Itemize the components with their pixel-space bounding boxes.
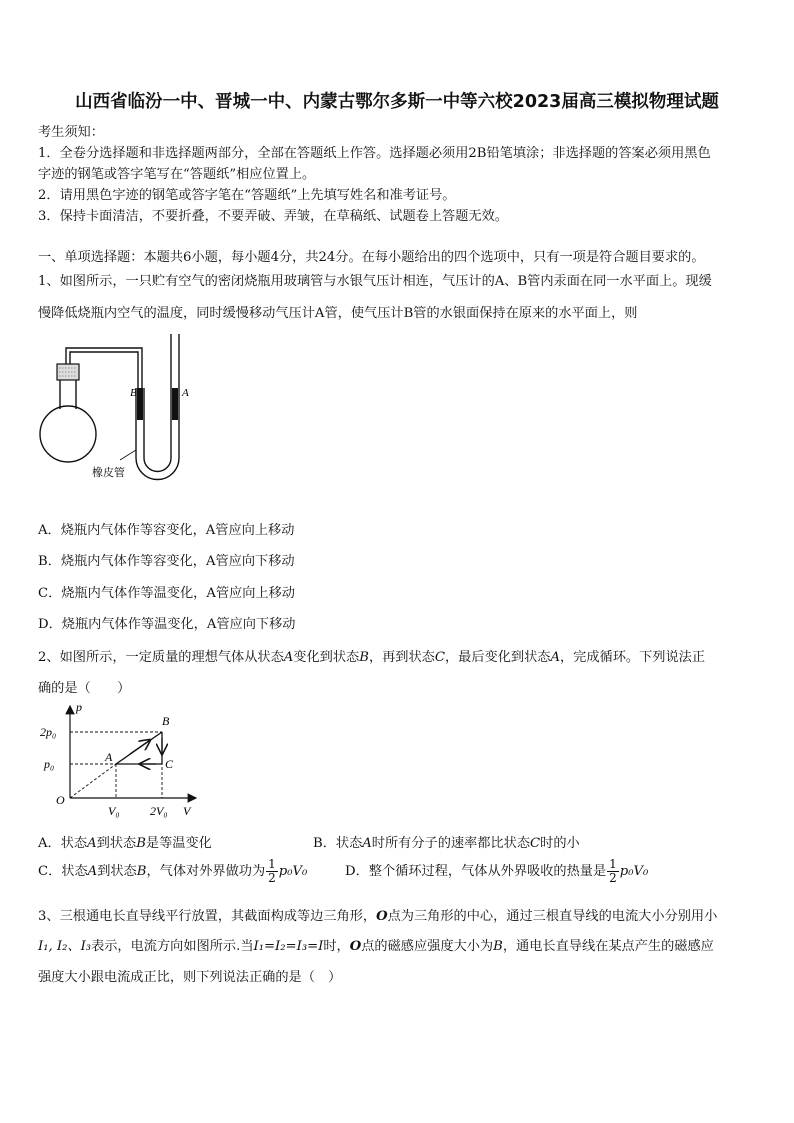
fraction-half: $\frac{1}{2}$: [609, 857, 617, 885]
notice-item-1: 1．全卷分选择题和非选择题两部分，全部在答题纸上作答。选择题必须用2B铅笔填涂；非选择题的答案必须用黑色: [38, 146, 711, 161]
notice-item-2: 2．请用黑色字迹的钢笔或答字笔在“答题纸”上先填写姓名和准考证号。: [38, 188, 456, 203]
p-tick-p0: p₀: [44, 757, 55, 771]
page-title: 山西省临汾一中、晋城一中、内蒙古鄂尔多斯一中等六校2023届高三模拟物理试题: [75, 92, 719, 112]
state-a-label: A: [105, 750, 113, 764]
q2-option-b: B．状态A时所有分子的速率都比状态C时的小: [313, 836, 580, 851]
section-heading: 一、单项选择题：本题共6小题，每小题4分，共24分。在每小题给出的四个选项中，只有一项是符合题目要求的。: [38, 250, 705, 265]
notice-heading: 考生须知：: [38, 125, 104, 140]
v-tick-2v0: 2V₀: [150, 804, 168, 818]
q2-stem-line1: 2、如图所示，一定质量的理想气体从状态A变化到状态B，再到状态C，最后变化到状态A，完成循环。下列说法正: [38, 650, 706, 665]
notice-item-3: 3．保持卡面清洁，不要折叠，不要弄破、弄皱，在草稿纸、试题卷上答题无效。: [38, 209, 508, 224]
q2-option-c: C．状态A到状态B，气体对外界做功为 $\frac{1}{2}$ p₀V₀: [38, 857, 308, 885]
p-tick-2p0: 2p₀: [40, 725, 57, 739]
q2-pv-graph: [38, 700, 208, 825]
p-axis-label: p: [76, 700, 82, 714]
q1-option-d: D．烧瓶内气体作等温变化，A管应向下移动: [38, 617, 296, 632]
q1-option-c: C．烧瓶内气体作等温变化，A管应向上移动: [38, 586, 295, 601]
q3-stem-line3: 强度大小跟电流成正比，则下列说法正确的是（ ）: [38, 970, 342, 985]
q2-option-d: D．整个循环过程，气体从外界吸收的热量是 $\frac{1}{2}$ p₀V₀: [345, 857, 649, 885]
q1-stem-line1: 1、如图所示，一只贮有空气的密闭烧瓶用玻璃管与水银气压计相连，气压计的A、B管内汞面在同一水平面上。现缓: [38, 274, 712, 289]
q2-stem-line2: 确的是（ ）: [38, 681, 131, 696]
v-axis-label: V: [183, 804, 191, 818]
label-rubber-tube: 橡皮管: [92, 467, 125, 479]
q1-flask-manometer-figure: [36, 330, 206, 490]
v-tick-v0: V₀: [108, 804, 120, 818]
q1-option-b: B．烧瓶内气体作等容变化，A管应向下移动: [38, 554, 295, 569]
state-b-label: B: [162, 714, 170, 728]
fraction-half: $\frac{1}{2}$: [268, 857, 276, 885]
q1-stem-line2: 慢降低烧瓶内空气的温度，同时缓慢移动气压计A管，使气压计B管的水银面保持在原来的水平面上，则: [38, 306, 638, 321]
notice-item-1-cont: 字迹的钢笔或答字笔写在“答题纸”相应位置上。: [38, 167, 316, 182]
q3-stem-line1: 3、三根通电长直导线平行放置，其截面构成等边三角形，O点为三角形的中心，通过三根直导线的电流大小分别用小: [38, 909, 718, 924]
q3-stem-line2: I₁, I₂、I₃表示，电流方向如图所示.当I₁=I₂=I₃=I时，O点的磁感应强度大小为B，通电长直导线在某点产生的磁感应: [38, 939, 714, 954]
state-c-label: C: [165, 757, 174, 771]
origin-label: O: [56, 793, 65, 807]
label-a: A: [182, 387, 189, 399]
label-b: B: [130, 387, 137, 399]
q1-option-a: A．烧瓶内气体作等容变化，A管应向上移动: [38, 523, 295, 538]
q2-option-a: A．状态A到状态B是等温变化: [38, 836, 212, 851]
